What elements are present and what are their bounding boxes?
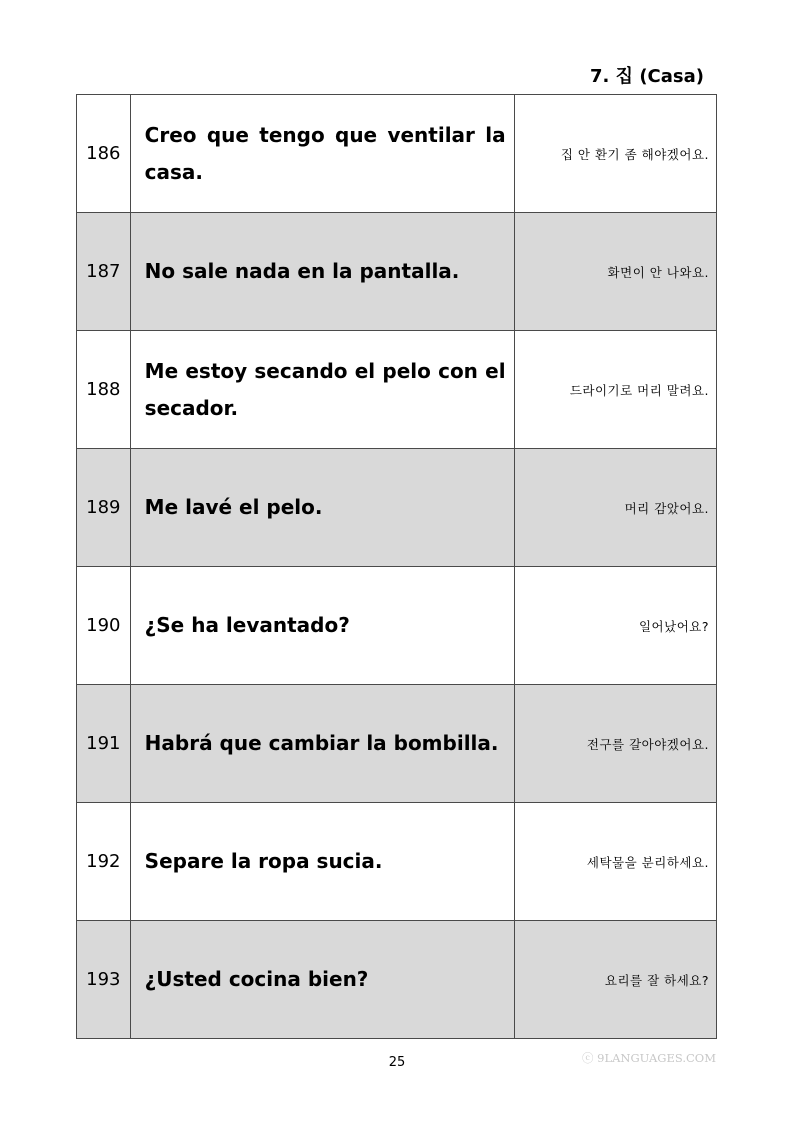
row-number: 186 [77,95,131,213]
spanish-phrase: Habrá que cambiar la bombilla. [130,685,514,803]
korean-phrase: 화면이 안 나와요. [514,213,716,331]
table-row [77,567,717,685]
row-number: 193 [77,921,131,1039]
table-row [77,449,717,567]
copyright-watermark: ⓒ 9LANGUAGES.COM [581,1051,716,1065]
table-row [77,921,717,1039]
korean-phrase: 집 안 환기 좀 해야겠어요. [514,95,716,213]
korean-phrase: 요리를 잘 하세요? [514,921,716,1039]
korean-phrase: 세탁물을 분리하세요. [514,803,716,921]
row-number: 187 [77,213,131,331]
row-number: 191 [77,685,131,803]
table-row [77,95,717,213]
spanish-phrase: No sale nada en la pantalla. [130,213,514,331]
spanish-phrase: Me estoy secando el pelo con el secador. [130,331,514,449]
row-number: 192 [77,803,131,921]
section-title: 7. 집 (Casa) [590,66,704,87]
row-number: 190 [77,567,131,685]
spanish-phrase: ¿Usted cocina bien? [130,921,514,1039]
table-row [77,331,717,449]
table-row [77,213,717,331]
row-number: 188 [77,331,131,449]
spanish-phrase: Creo que tengo que ventilar la casa. [130,95,514,213]
spanish-phrase: Me lavé el pelo. [130,449,514,567]
spanish-phrase: ¿Se ha levantado? [130,567,514,685]
korean-phrase: 전구를 갈아야겠어요. [514,685,716,803]
phrase-table [76,94,717,1039]
table-row [77,803,717,921]
row-number: 189 [77,449,131,567]
page-number: 25 [388,1055,406,1070]
korean-phrase: 머리 감았어요. [514,449,716,567]
korean-phrase: 일어났어요? [514,567,716,685]
spanish-phrase: Separe la ropa sucia. [130,803,514,921]
table-row [77,685,717,803]
korean-phrase: 드라이기로 머리 말려요. [514,331,716,449]
